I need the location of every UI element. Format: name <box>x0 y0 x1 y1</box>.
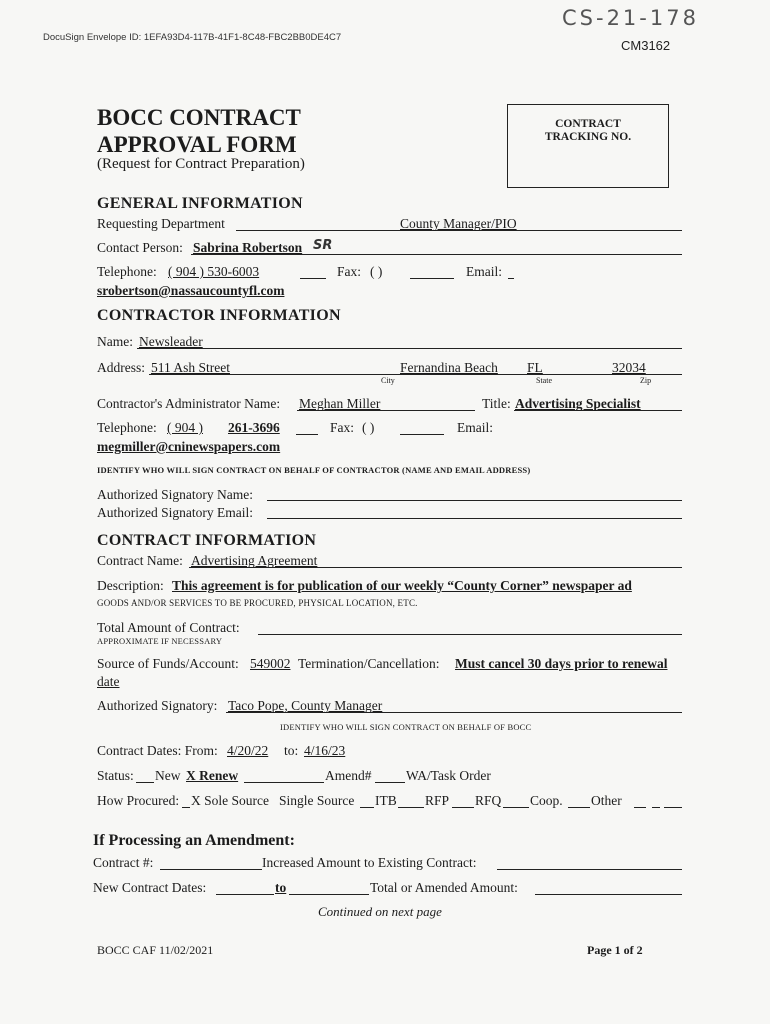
authorized-signatory-name-field[interactable] <box>267 500 682 501</box>
source-of-funds-value: 549002 <box>250 656 291 671</box>
contract-tracking-box[interactable] <box>507 104 669 188</box>
procured-rfq-option: RFQ <box>475 793 502 808</box>
city-caption: City <box>381 376 395 385</box>
bocc-signatory-value: Taco Pope, County Manager <box>228 698 383 713</box>
contractor-city-value: Fernandina Beach <box>400 360 498 375</box>
general-information-heading: GENERAL INFORMATION <box>97 195 303 212</box>
contract-name-label: Contract Name: <box>97 553 183 568</box>
procured-itb-option: ITB <box>375 793 397 808</box>
contractor-address-label: Address: <box>97 360 145 375</box>
requesting-department-value: County Manager/PIO <box>400 216 517 231</box>
contractor-name-label: Name: <box>97 334 133 349</box>
procured-rfp-option: RFP <box>425 793 450 808</box>
contractor-telephone-label: Telephone: <box>97 420 157 435</box>
authorized-signatory-name-label: Authorized Signatory Name: <box>97 487 253 502</box>
handwritten-contract-number: CS-21-178 <box>562 6 699 30</box>
continued-next-page: Continued on next page <box>318 904 442 919</box>
status-renew-line[interactable] <box>244 782 324 783</box>
procured-other-field-1[interactable] <box>634 807 646 808</box>
new-contract-dates-to-label: to <box>275 880 287 895</box>
termination-value: Must cancel 30 days prior to renewal <box>455 656 668 671</box>
procured-other-field-2[interactable] <box>652 807 660 808</box>
goods-services-caption: GOODS AND/OR SERVICES TO BE PROCURED, PHYSICAL LOCATION, ETC. <box>97 598 418 608</box>
procured-itb-checkbox[interactable] <box>360 807 374 808</box>
contract-date-from: 4/20/22 <box>227 743 269 758</box>
bocc-signatory-caption: IDENTIFY WHO WILL SIGN CONTRACT ON BEHALF OF BOCC <box>280 722 532 732</box>
procured-rfp-checkbox[interactable] <box>398 807 424 808</box>
procured-other-option: Other <box>591 793 622 808</box>
identify-contractor-signer-caption: IDENTIFY WHO WILL SIGN CONTRACT ON BEHALF OF CONTRACTOR (NAME AND EMAIL ADDRESS) <box>97 465 531 475</box>
general-fax-label: Fax: <box>337 264 362 279</box>
contractor-fax-line[interactable] <box>400 434 444 435</box>
authorized-signatory-email-label: Authorized Signatory Email: <box>97 505 253 520</box>
amendment-heading: If Processing an Amendment: <box>93 832 295 849</box>
state-caption: State <box>536 376 552 385</box>
bocc-signatory-label: Authorized Signatory: <box>97 698 218 713</box>
general-telephone-value: ( 904 ) 530-6003 <box>168 264 260 279</box>
total-amended-amount-field[interactable] <box>535 894 682 895</box>
contractor-title-value: Advertising Specialist <box>515 396 641 411</box>
form-title-line2: APPROVAL FORM <box>97 132 297 157</box>
contractor-name-value: Newsleader <box>139 334 203 349</box>
procured-other-field-3[interactable] <box>664 807 682 808</box>
procured-sole-source-option[interactable]: X Sole Source <box>191 793 269 808</box>
cm-number: CM3162 <box>621 38 671 53</box>
general-email-line[interactable] <box>508 278 514 279</box>
new-contract-date-from-field[interactable] <box>216 894 274 895</box>
contract-name-value: Advertising Agreement <box>191 553 318 568</box>
total-amount-label: Total Amount of Contract: <box>97 620 240 635</box>
tracking-label-line1: CONTRACT <box>555 118 621 130</box>
procured-coop-checkbox[interactable] <box>503 807 529 808</box>
procured-rfq-checkbox[interactable] <box>452 807 474 808</box>
procured-other-checkbox[interactable] <box>568 807 590 808</box>
total-amount-field[interactable] <box>258 634 682 635</box>
general-email-label: Email: <box>466 264 502 279</box>
tracking-label-line2: TRACKING NO. <box>544 131 632 143</box>
contract-dates-label: Contract Dates: From: <box>97 743 218 758</box>
amendment-contract-number-field[interactable] <box>160 869 262 870</box>
contractor-fax-value: ( ) <box>362 420 375 435</box>
page-number: Page 1 of 2 <box>587 943 643 957</box>
contractor-title-label: Title: <box>482 396 511 411</box>
contractor-admin-value: Meghan Miller <box>299 396 381 411</box>
description-value: This agreement is for publication of our weekly “County Corner” newspaper ad <box>172 578 632 593</box>
source-of-funds-label: Source of Funds/Account: <box>97 656 239 671</box>
contractor-fax-label: Fax: <box>330 420 355 435</box>
contractor-telephone-value: 261-3696 <box>228 420 280 435</box>
termination-value-continued: date <box>97 674 120 689</box>
contractor-state-value: FL <box>527 360 543 375</box>
procured-blank-line <box>182 807 190 808</box>
contractor-information-heading: CONTRACTOR INFORMATION <box>97 307 341 324</box>
new-contract-date-to-field[interactable] <box>289 894 369 895</box>
docusign-envelope-id: DocuSign Envelope ID: 1EFA93D4-117B-41F1-8C48-FBC2BB0DE4C7 <box>43 32 342 43</box>
contractor-admin-label: Contractor's Administrator Name: <box>97 396 281 411</box>
contractor-telephone-area: ( 904 ) <box>167 420 203 435</box>
status-label: Status: <box>97 768 134 783</box>
increased-amount-field[interactable] <box>497 869 682 870</box>
contact-person-label: Contact Person: <box>97 240 183 255</box>
contractor-zip-value: 32034 <box>612 360 646 375</box>
contract-date-to-label: to: <box>284 743 299 758</box>
form-subtitle: (Request for Contract Preparation) <box>97 156 305 172</box>
zip-caption: Zip <box>640 376 652 385</box>
form-title-line1: BOCC CONTRACT <box>97 105 301 130</box>
general-fax-value: ( ) <box>370 264 383 279</box>
procured-single-source-option[interactable]: Single Source <box>279 793 355 808</box>
requesting-department-label: Requesting Department <box>97 216 225 231</box>
contract-information-heading: CONTRACT INFORMATION <box>97 532 317 549</box>
contact-person-value: Sabrina Robertson <box>193 240 303 255</box>
termination-label: Termination/Cancellation: <box>298 656 440 671</box>
authorized-signatory-email-field[interactable] <box>267 518 682 519</box>
general-telephone-line[interactable] <box>300 278 326 279</box>
status-wa-task-order-option: WA/Task Order <box>406 768 491 783</box>
form-revision-id: BOCC CAF 11/02/2021 <box>97 943 214 957</box>
description-label: Description: <box>97 578 164 593</box>
contact-initials-signature: SR <box>313 238 333 253</box>
status-new-option: New <box>155 768 181 783</box>
status-amend-number-field[interactable] <box>375 782 405 783</box>
increased-amount-label: Increased Amount to Existing Contract: <box>262 855 477 870</box>
status-amend-option: Amend# <box>325 768 372 783</box>
contractor-name-line[interactable] <box>137 348 682 349</box>
procured-coop-option: Coop. <box>530 793 563 808</box>
contract-date-to: 4/16/23 <box>304 743 346 758</box>
general-email-value: srobertson@nassaucountyfl.com <box>97 283 285 298</box>
total-amended-amount-label: Total or Amended Amount: <box>370 880 518 895</box>
contractor-address-value: 511 Ash Street <box>151 360 230 375</box>
general-telephone-label: Telephone: <box>97 264 157 279</box>
approximate-caption: APPROXIMATE IF NECESSARY <box>97 636 223 646</box>
how-procured-label: How Procured: <box>97 793 180 808</box>
status-renew-option: X Renew <box>186 768 239 783</box>
contractor-telephone-line[interactable] <box>296 434 318 435</box>
contractor-email-label: Email: <box>457 420 493 435</box>
amendment-contract-number-label: Contract #: <box>93 855 154 870</box>
status-new-checkbox[interactable] <box>136 782 154 783</box>
contractor-email-value: megmiller@cninewspapers.com <box>97 439 281 454</box>
general-fax-line[interactable] <box>410 278 454 279</box>
new-contract-dates-label: New Contract Dates: <box>93 880 207 895</box>
